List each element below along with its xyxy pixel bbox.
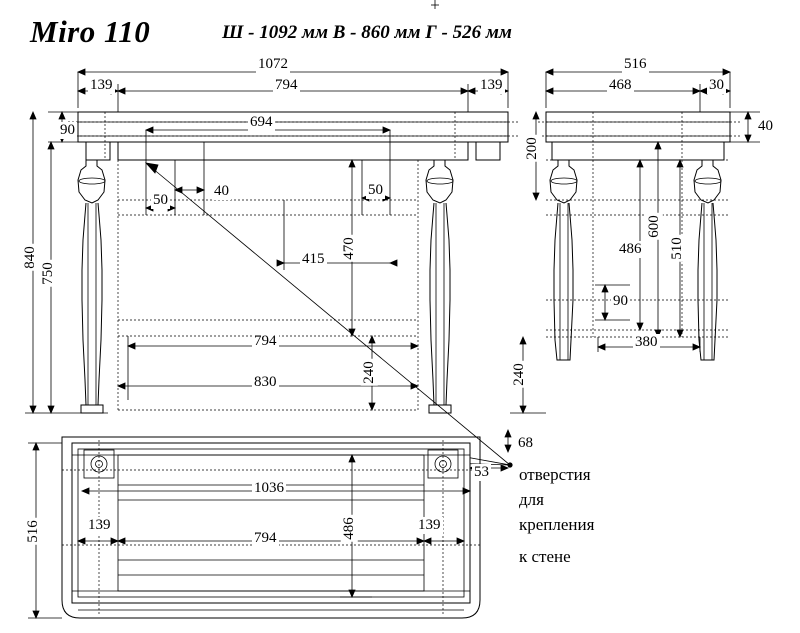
dimension-30: 30 [709, 77, 724, 93]
wall-mount-note-line-3: крепления [519, 515, 595, 534]
dimension-139-left: 139 [90, 77, 113, 93]
wall-mount-note-line-2: для [519, 490, 544, 509]
dimension-50-right: 50 [368, 182, 383, 198]
dimension-68: 68 [518, 435, 533, 451]
dimension-415: 415 [302, 251, 325, 267]
wall-mount-note-line-4: к стене [519, 547, 571, 566]
dimension-53: 53 [474, 464, 489, 480]
dimension-794-bottom: 794 [254, 333, 277, 349]
dimension-1036: 1036 [254, 480, 284, 496]
dimension-470: 470 [340, 237, 357, 260]
dimension-240-front: 240 [360, 361, 377, 384]
dimension-694: 694 [250, 114, 273, 130]
dimension-486-top: 486 [340, 517, 357, 540]
dimension-516-side: 516 [624, 56, 647, 72]
dimension-794-top-view: 794 [254, 530, 277, 546]
dimension-380: 380 [635, 334, 658, 350]
dimension-750: 750 [39, 262, 56, 285]
dimension-139-top-left: 139 [88, 517, 111, 533]
dimension-139-top-right: 139 [418, 517, 441, 533]
dimension-139-right: 139 [480, 77, 503, 93]
dimension-794-top: 794 [275, 77, 298, 93]
dimension-830: 830 [254, 374, 277, 390]
page-subtitle: Ш - 1092 мм В - 860 мм Г - 526 мм [222, 22, 512, 43]
dimension-1072: 1072 [258, 56, 288, 72]
dimension-516-top: 516 [24, 520, 41, 543]
dimension-600: 600 [645, 215, 662, 238]
dimension-840: 840 [21, 246, 38, 269]
dimension-510: 510 [668, 237, 685, 260]
wall-mount-note-line-1: отверстия [519, 465, 591, 484]
dimension-90-side: 90 [613, 293, 628, 309]
dimension-40-side: 40 [758, 118, 773, 134]
dimension-486-side: 486 [619, 241, 642, 257]
page-title: Miro 110 [30, 14, 151, 49]
dimension-40-front: 40 [214, 183, 229, 199]
dimension-90-front: 90 [60, 122, 75, 138]
dimension-50-left: 50 [153, 192, 168, 208]
dimension-200: 200 [523, 137, 540, 160]
dimension-468: 468 [609, 77, 632, 93]
dimension-240-side: 240 [510, 363, 527, 386]
